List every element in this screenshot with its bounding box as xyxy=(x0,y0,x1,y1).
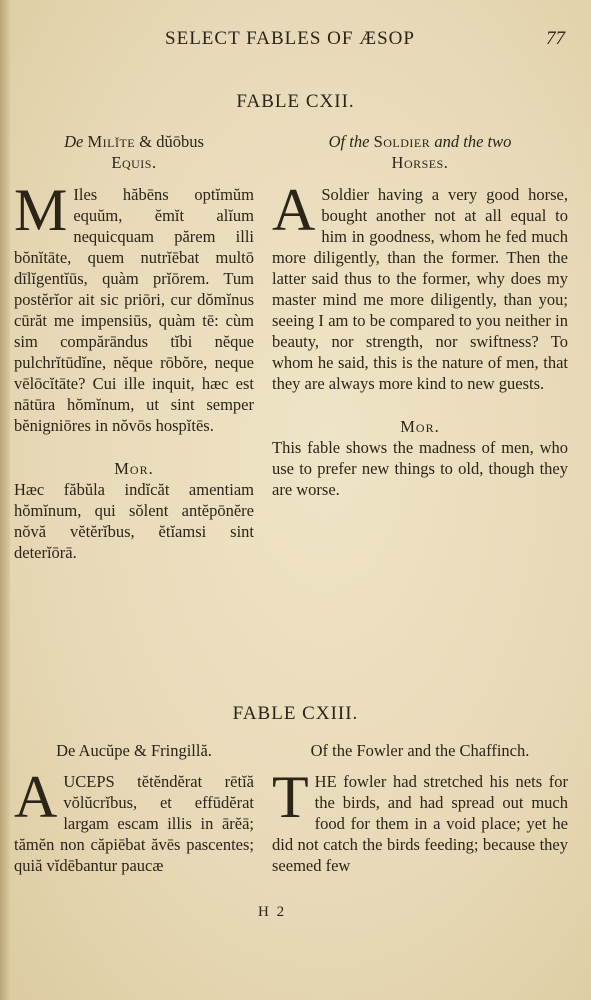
drop-cap: A xyxy=(14,764,58,830)
fable-113-latin-text: AUCEPS tĕtĕndĕrat rētĭă vŏlŭcrĭbus, et effūdĕrat largam escam illis in ārĕā; tămĕn non căpiēbat ăvēs pascentes; quiă vĭdēbantur paucæ xyxy=(14,764,254,875)
fable-112-english-moral-label: Mor. xyxy=(400,417,440,436)
drop-cap: M xyxy=(14,177,68,243)
fable-112-english-moral: This fable shows the madness of men, who use to prefer new things to old, though they are worse. xyxy=(272,438,568,499)
fable-113-latin-column xyxy=(14,740,254,876)
fable-112-latin-moral-label: Mor. xyxy=(114,459,154,478)
fable-113-english-heading: Of the Fowler and the Chaffinch. xyxy=(310,741,530,760)
page-number: 77 xyxy=(546,28,565,49)
signature-mark: H 2 xyxy=(258,904,287,920)
fable-112-latin-column xyxy=(14,131,254,563)
fable-112-latin-moral: Hæc făbŭla indĭcăt amentiam hŏmĭnum, qui sŏlent antĕpōnĕre nŏvă vĕtĕrĭbus, ĕtĭamsi sint deterĭōrā. xyxy=(14,480,254,562)
fable-112-latin-heading: De Milĭte & dŭōbus Equis. xyxy=(64,132,204,172)
fable-113-title: FABLE CXIII. xyxy=(232,703,359,724)
drop-cap: A xyxy=(272,177,316,243)
fable-113-english-column xyxy=(272,740,568,876)
fable-112-english-heading: Of the Soldier and the two Horses. xyxy=(328,132,512,172)
fable-113-english-text: THE fowler had stretched his nets for the birds, and had spread out much food for them in a void place; yet he did not catch the birds feeding; because they seemed few xyxy=(272,764,568,875)
fable-112-title: FABLE CXII. xyxy=(236,91,355,112)
fable-112-english-text: A Soldier having a very good horse, bought another not at all equal to him in goodness, whom he fed much more diligently, than the former. Then the latter said thus to the former, why does my master mind me more diligently, than you; seeing I am to be compared to you neither in beauty, nor strength, nor swiftness? To whom he said, this is the nature of men, that they are always more kind to new guests. xyxy=(272,177,568,393)
fable-113-latin-heading: De Aucŭpe & Fringillă. xyxy=(56,741,212,760)
fable-112-latin-text: M Iles hăbēns optĭmŭm equŭm, ĕmĭt alĭum nequicquam părem illi bŏnĭtāte, quem nutrĭēbat multō dīlĭgentĭūs, quàm prĭōrem. Tum postĕrĭor ait sic priōri, cur dŏmĭnus cūrăt me impensiūs, quàm tē: cùm sim compărāndus tĭbi nĕque pulchrĭtūdĭne, nĕque rōbŏre, neque vēlōcĭtāte? Cui ille inquit, hæc est nātūra hŏmĭnum, ut sint semper bĕnigniōres in nŏvōs hospĭtēs. xyxy=(14,177,254,435)
fable-112-english-column xyxy=(272,131,568,500)
page-gutter xyxy=(0,0,10,1000)
running-head: SELECT FABLES OF ÆSOP xyxy=(165,28,415,49)
drop-cap: T xyxy=(272,764,309,830)
